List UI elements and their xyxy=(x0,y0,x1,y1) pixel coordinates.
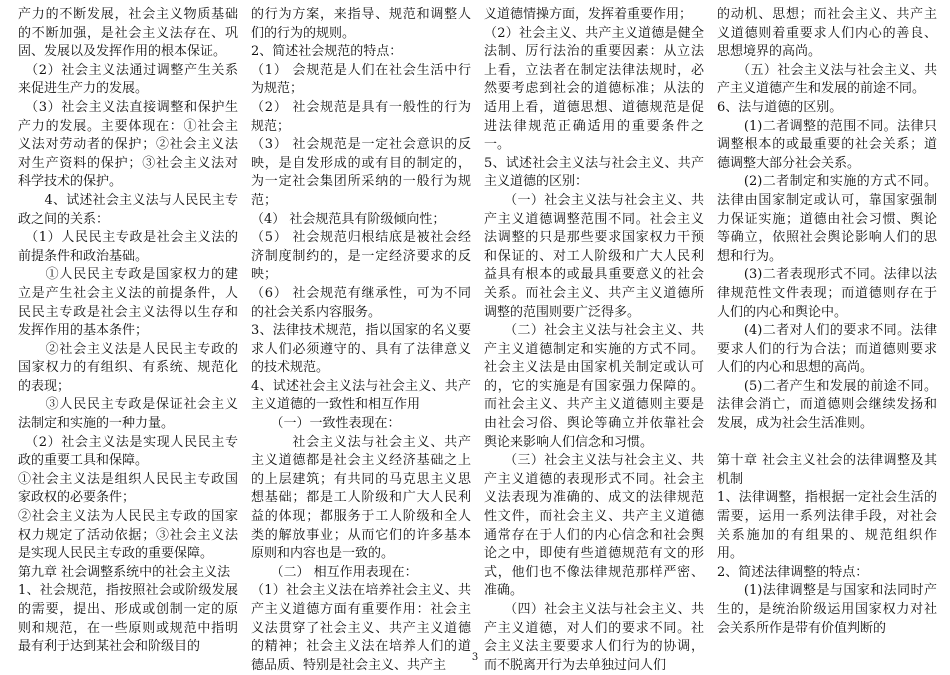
paragraph: (2)二者制定和实施的方式不同。法律由国家制定或认可，靠国家强制力保证实施；道德由社会习惯、舆论等确立，依照社会舆论影响人们的思想和行为。 xyxy=(717,174,937,264)
text-column-2 xyxy=(251,6,471,673)
page-number: 3 xyxy=(471,652,479,663)
paragraph: ②社会主义法是人民民主专政的国家权力的有组织、有系统、规范化的表现； xyxy=(18,341,238,394)
paragraph: 3、法律技术规范，指以国家的名义要求人们必须遵守的、具有了法律意义的技术规范。 xyxy=(251,323,471,376)
paragraph: 的行为方案，来指导、规范和调整人们的行为的规则。 xyxy=(251,7,471,41)
paragraph: (1)法律调整是与国家和法同时产生的，是统治阶级运用国家权力对社会关系所作是带有价值判断的 xyxy=(717,583,937,636)
paragraph: （4） 社会规范具有阶级倾向性； xyxy=(251,211,446,227)
paragraph: 2、简述社会规范的特点： xyxy=(251,44,403,60)
paragraph: (3)二者表现形式不同。法律以法律规范性文件表现；而道德则存在于人们的内心和舆论中。 xyxy=(717,267,937,320)
paragraph: 1、法律调整，指根据一定社会生活的需要，运用一系列法律手段，对社会关系施加的有组果的、规范组织作用。 xyxy=(717,490,937,562)
paragraph: 第十章 社会主义社会的法律调整及其机制 xyxy=(717,453,937,487)
paragraph: 第九章 社会调整系统中的社会主义法 xyxy=(18,564,231,580)
paragraph: 1、社会规范，指按照社会或阶级发展的需要，提出、形成或创制一定的原则和规范，在一些原则或规范中指明最有利于达到某社会和阶级目的 xyxy=(18,583,238,655)
paragraph: （1）社会主义法在培养社会主义、共产主义道德方面有重要作用：社会主义法贯穿了社会主义、共产主义道德的精神；社会主义法在培养人们的道德品质、特别是社会主义、共产主 xyxy=(251,583,471,673)
paragraph: (5)二者产生和发展的前途不同。法律会消亡，而道德则会继续发扬和发展，成为社会生活准则。 xyxy=(717,378,937,432)
paragraph: (1)二者调整的范围不同。法律只调整根本的或最重要的社会关系；道德调整大部分社会关系。 xyxy=(717,118,937,171)
paragraph: （一）一致性表现在： xyxy=(251,416,401,432)
paragraph: 的动机、思想；而社会主义、共产主义道德则着重要求人们内心的善良、思想境界的高尚。 xyxy=(717,7,937,60)
paragraph: 义道德情操方面，发挥着重要作用； xyxy=(484,7,693,22)
paragraph: ①人民民主专政是国家权力的建立是产生社会主义法的前提条件，人民民主专政是社会主义法得以生存和发挥作用的基本条件； xyxy=(18,267,238,339)
paragraph: 4、试述社会主义法与人民民主专政之间的关系： xyxy=(18,192,238,227)
text-column-4 xyxy=(717,6,937,648)
paragraph: （二） 相互作用表现在： xyxy=(251,564,418,580)
paragraph: 社会主义法与社会主义、共产主义道德都是社会主义经济基础之上的上层建筑；有共同的马克思主义思想基础；都是工人阶级和广大人民利益的体现；都服务于工人阶级和全人类的解放事业；从而它们的许多基本原则和内容也是一致的。 xyxy=(251,434,471,562)
paragraph: 产力的不断发展，社会主义物质基础的不断加强，是社会主义法存在、巩固、发展以及发挥作用的根本保证。 xyxy=(18,7,238,60)
paragraph: （2）社会主义法通过调整产生关系来促进生产力的发展。 xyxy=(18,62,238,97)
paragraph: （2）社会主义、共产主义道德是健全法制、厉行法治的重要因素：从立法上看，立法者在制定法律法规时，必然要考虑到社会的道德标准；从法的适用上看，道德思想、道德规范是促进法律规范正确适用的重要条件之一。 xyxy=(484,25,704,153)
text-column-1 xyxy=(18,6,238,655)
paragraph: （3） 社会规范是一定社会意识的反映，是自发形成的或有目的制定的，为一定社会集团所采纳的一般行为规范； xyxy=(251,137,471,208)
paragraph: （6） 社会规范有继承性，可为不同的社会关系内容服务。 xyxy=(251,285,471,320)
text-column-3 xyxy=(484,6,704,673)
paragraph: ③人民民主专政是保证社会主义法制定和实施的一种力量。 xyxy=(18,397,238,432)
paragraph: （3）社会主义法直接调整和保护生产力的发展。主要体现在：①社会主义法对劳动者的保护；②社会主义法对生产资料的保护；③社会主义法对科学技术的保护。 xyxy=(18,99,238,190)
paragraph: （2）社会主义法是实现人民民主专政的重要工具和保障。 xyxy=(18,434,238,469)
paragraph: （三）社会主义法与社会主义、共产主义道德的表现形式不同。社会主义法表现为准确的、成文的法律规范性文件，而社会主义、共产主义道德通常存在于人们的内心信念和社会舆论之中，即使有些道德规范有文的形式，他们也不像法律规范那样严密、准确。 xyxy=(484,453,704,599)
paragraph: （五）社会主义法与社会主义、共产主义道德产生和发展的前途不同。 xyxy=(717,62,937,97)
paragraph: （一）社会主义法与社会主义、共产主义道德调整范围不同。社会主义法调整的只是那些要求国家权力干预和保证的、对工人阶级和广大人民利益具有根本的或最具重要意义的社会关系。而社会主义、共产主义道德所调整的范围则要广泛得多。 xyxy=(484,192,704,320)
paragraph: ①社会主义法是组织人民民主专政国家政权的必要条件； xyxy=(18,471,238,506)
paragraph: （二）社会主义法与社会主义、共产主义道德制定和实施的方式不同。社会主义法是由国家机关制定或认可的，它的实施是有国家强力保障的。而社会主义、共产主义道德则主要是由社会习俗、舆论等确立并依靠社会舆论来影响人们信念和习惯。 xyxy=(484,323,704,450)
paragraph: （2） 社会规范是具有一般性的行为规范； xyxy=(251,99,471,134)
paragraph: 5、试述社会主义法与社会主义、共产主义道德的区别： xyxy=(484,155,704,190)
paragraph: （四）社会主义法与社会主义、共产主义道德，对人们的要求不同。社会主义法主要要求人们行为的协调，而不脱离开行为去单独过问人们 xyxy=(484,602,704,673)
paragraph: （5） 社会规范归根结底是被社会经济制度制约的，是一定经济要求的反映； xyxy=(251,230,471,283)
paragraph: 2、简述法律调整的特点： xyxy=(717,564,869,580)
paragraph: （1） 会规范是人们在社会生活中行为规范； xyxy=(251,62,471,97)
paragraph: ②社会主义法为人民民主专政的国家权力规定了活动依据；③社会主义法是实现人民民主专政的重要保障。 xyxy=(18,509,238,562)
paragraph: 6、法与道德的区别。 xyxy=(717,99,843,115)
paragraph: （1）人民民主专政是社会主义法的前提条件和政治基础。 xyxy=(18,230,238,264)
paragraph xyxy=(717,434,937,453)
paragraph: 4、试述社会主义法与社会主义、共产主义道德的一致性和相互作用 xyxy=(251,378,471,413)
paragraph: (4)二者对人们的要求不同。法律要求人们的行为合法；而道德则要求人们的内心和思想的高尚。 xyxy=(717,323,937,376)
